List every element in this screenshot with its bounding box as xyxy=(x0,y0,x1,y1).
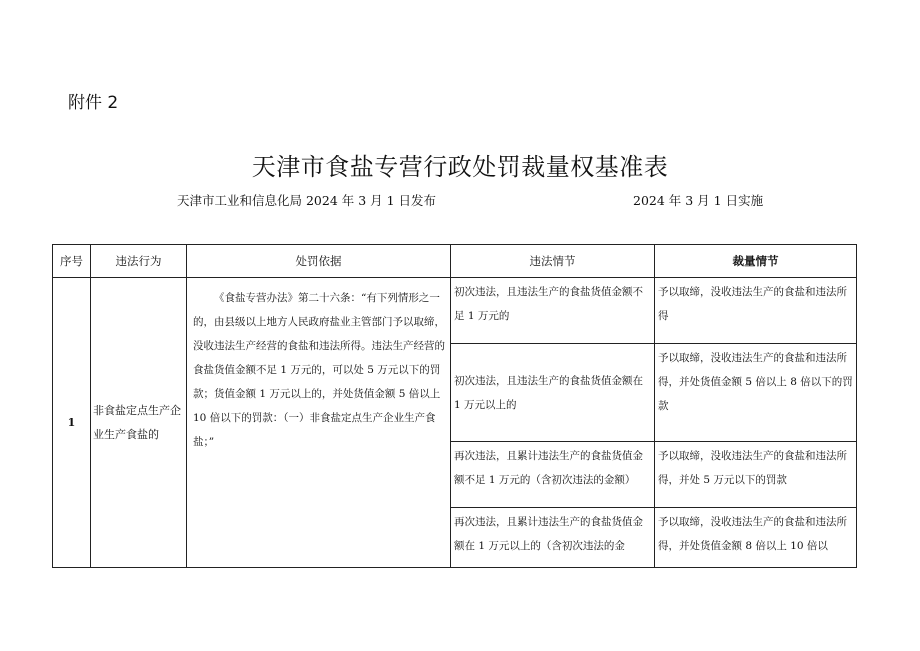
table-row xyxy=(53,278,857,344)
circumstance-4 xyxy=(451,508,655,568)
discretion-2: 予以取缔，没收违法生产的食盐和违法所得，并处货值金额 5 倍以上 8 倍以下的罚款 xyxy=(655,344,857,442)
issuer-line: 天津市工业和信息化局 2024 年 3 月 1 日发布 xyxy=(177,193,437,208)
penalty-discretion-table xyxy=(52,244,857,568)
row-seq: 1 xyxy=(53,278,91,568)
circumstance-3: 再次违法，且累计违法生产的食盐货值金额不足 1 万元的（含初次违法的金额） xyxy=(451,442,655,508)
page-title: 天津市食盐专营行政处罚裁量权基准表 xyxy=(251,153,669,181)
effective-date: 2024 年 3 月 1 日实施 xyxy=(633,193,764,208)
table-header-row xyxy=(53,245,857,278)
header-basis: 处罚依据 xyxy=(187,245,451,278)
header-seq: 序号 xyxy=(53,245,91,278)
header-circumstances: 违法情节 xyxy=(451,245,655,278)
row-violation: 非食盐定点生产企业生产食盐的 xyxy=(91,278,187,568)
discretion-1: 予以取缔，没收违法生产的食盐和违法所得 xyxy=(655,278,857,344)
basis-text: 《食盐专营办法》第二十六条：“有下列情形之一的，由县级以上地方人民政府盐业主管部门予以取缔，没收违法生产经营的食盐和违法所得。违法生产经营的食盐货值金额不足 1 万元的，可以处 5 万元以下的罚款；货值金额 1 万元以上的，并处货值金额 5 倍以上 10 倍以下的罚款：（一）非食盐定点生产企业生产食盐；” xyxy=(193,292,445,448)
attachment-label: 附件 2 xyxy=(68,93,119,113)
row-basis xyxy=(187,278,451,568)
header-violation: 违法行为 xyxy=(91,245,187,278)
circumstance-2: 初次违法，且违法生产的食盐货值金额在 1 万元以上的 xyxy=(451,344,655,442)
discretion-4-text: 予以取缔，没收违法生产的食盐和违法所得，并处货值金额 8 倍以上 10 倍以 xyxy=(658,516,847,552)
circumstance-1: 初次违法，且违法生产的食盐货值金额不足 1 万元的 xyxy=(451,278,655,344)
discretion-3: 予以取缔，没收违法生产的食盐和违法所得，并处 5 万元以下的罚款 xyxy=(655,442,857,508)
circumstance-4-text: 再次违法，且累计违法生产的食盐货值金额在 1 万元以上的（含初次违法的金 xyxy=(454,516,643,552)
discretion-4 xyxy=(655,508,857,568)
header-discretion: 裁量情节 xyxy=(655,245,857,278)
